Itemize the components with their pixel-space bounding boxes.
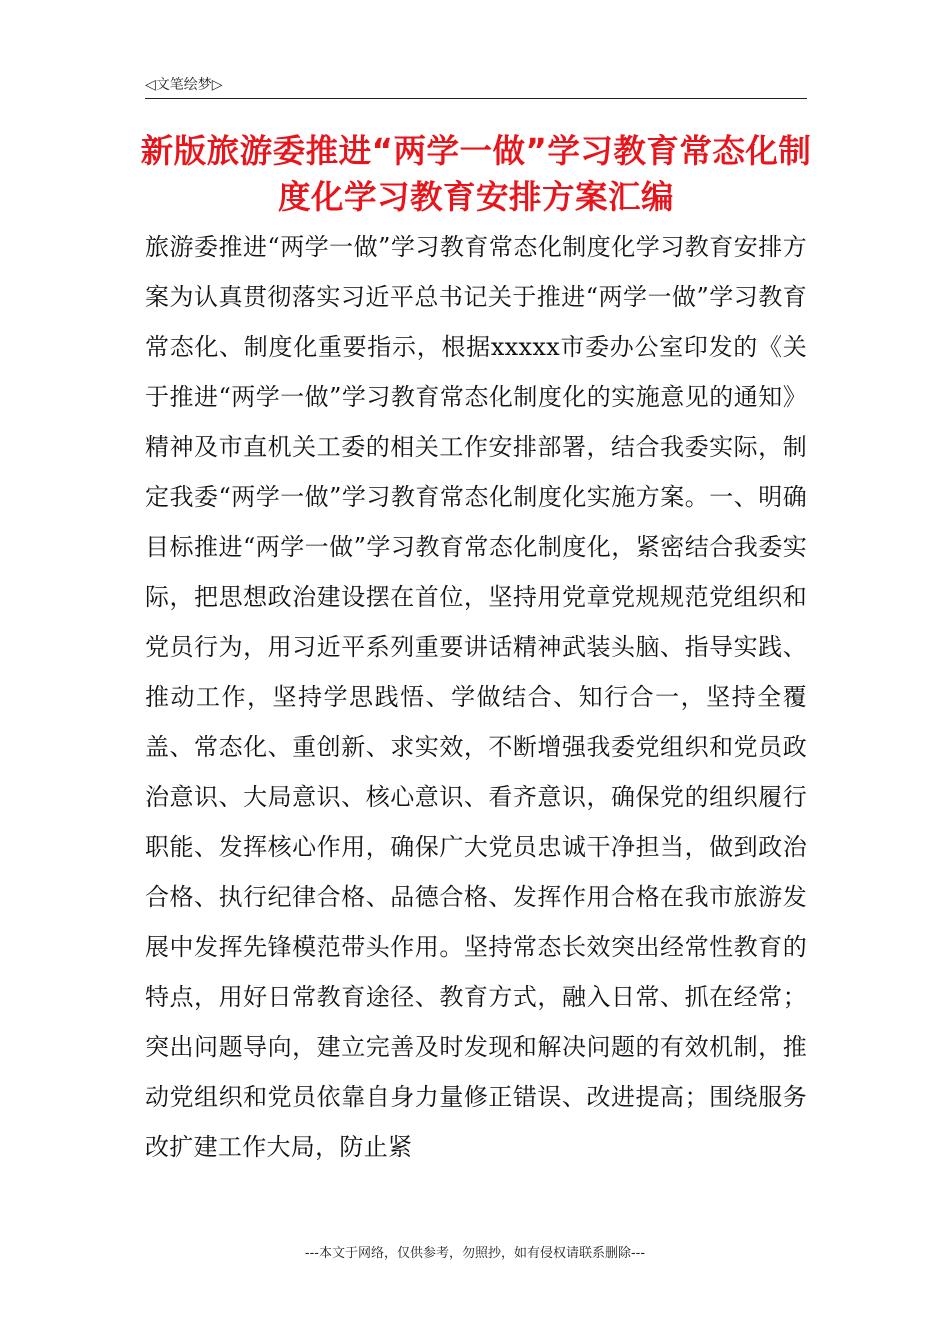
document-title: 新版旅游委推进“两学一做”学习教育常态化制度化学习教育安排方案汇编 [140, 132, 812, 216]
page-header [145, 76, 807, 99]
header-label: ◁文笔绘梦▷ [145, 77, 223, 93]
footer-notice: ---本文于网络，仅供参考，勿照抄，如有侵权请联系删除--- [304, 1246, 646, 1261]
document-body: 旅游委推进“两学一做”学习教育常态化制度化学习教育安排方案为认真贯彻落实习近平总书记关于推进“两学一做”学习教育常态化、制度化重要指示，根据xxxxx市委办公室印发的《关于推进“两学一做”学习教育常态化制度化的实施意见的通知》精神及市直机关工委的相关工作安排部署，结合我委实际，制定我委“两学一做”学习教育常态化制度化实施方案。一、明确目标推进“两学一做”学习教育常态化制度化，紧密结合我委实际，把思想政治建设摆在首位，坚持用党章党规规范党组织和党员行为，用习近平系列重要讲话精神武装头脑、指导实践、推动工作，坚持学思践悟、学做结合、知行合一，坚持全覆盖、常态化、重创新、求实效，不断增强我委党组织和党员政治意识、大局意识、核心意识、看齐意识，确保党的组织履行职能、发挥核心作用，确保广大党员忠诚干净担当，做到政治合格、执行纪律合格、品德合格、发挥作用合格在我市旅游发展中发挥先锋模范带头作用。坚持常态长效突出经常性教育的特点，用好日常教育途径、教育方式，融入日常、抓在经常；突出问题导向，建立完善及时发现和解决问题的有效机制，推动党组织和党员依靠自身力量修正错误、改进提高；围绕服务改扩建工作大局，防止紧 [145, 233, 807, 1161]
